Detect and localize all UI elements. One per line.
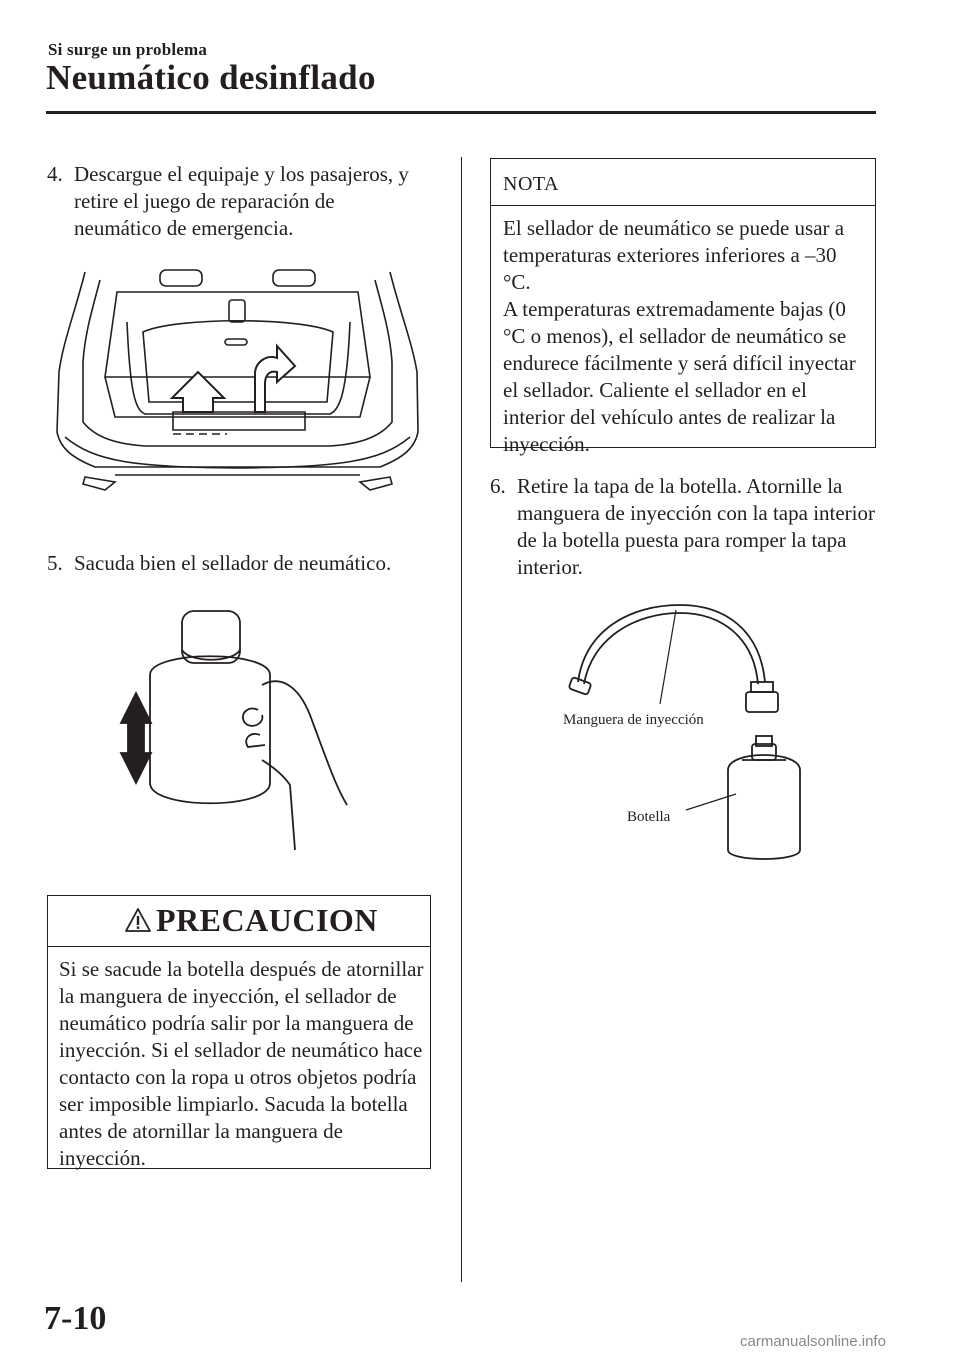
caution-title: PRECAUCION bbox=[156, 902, 378, 938]
step-text: Descargue el equipaje y los pasajeros, y retire el juego de reparación de neumático de emergencia. bbox=[74, 162, 409, 240]
caution-text: Si se sacude la botella después de atornillar la manguera de inyección, el sellador de neumático podría salir por la manguera de inyección. Si el sellador de neumático hace contacto con la ropa u otros objetos podría ser imposible limpiarlo. Sacuda la botella antes de atornillar la manguera de inyección. bbox=[59, 957, 424, 1170]
watermark: carmanualsonline.info bbox=[740, 1333, 886, 1350]
hose-label: Manguera de inyección bbox=[563, 712, 704, 728]
bottle-label: Botella bbox=[627, 809, 671, 825]
step-5 bbox=[47, 550, 427, 577]
title-rule bbox=[46, 111, 876, 114]
caution-header bbox=[48, 896, 430, 947]
step-4 bbox=[47, 161, 427, 242]
trunk-illustration bbox=[55, 262, 420, 502]
page-number: 7-10 bbox=[44, 1300, 107, 1337]
step-text: Sacuda bien el sellador de neumático. bbox=[74, 551, 392, 575]
step-text: Retire la tapa de la botella. Atornille la manguera de inyección con la tapa interior de la botella puesta para romper la tapa interior. bbox=[517, 474, 876, 579]
step-number: 4. bbox=[47, 162, 63, 186]
note-paragraph: El sellador de neumático se puede usar a temperaturas exteriores inferiores a –30 °C. bbox=[503, 216, 845, 294]
note-title: NOTA bbox=[503, 173, 559, 195]
shake-arrow-icon bbox=[121, 693, 151, 783]
note-paragraph: A temperaturas extremadamente bajas (0 °C o menos), el sellador de neumático se endurece fácilmente y será difícil inyectar el sellador. Caliente el sellador en el interior del vehículo antes de realizar la inyección. bbox=[503, 297, 856, 456]
section-label: Si surge un problema bbox=[48, 40, 208, 59]
note-header bbox=[491, 159, 875, 206]
note-box bbox=[490, 158, 876, 456]
shake-bottle-illustration bbox=[120, 605, 355, 855]
column-divider bbox=[461, 157, 462, 1282]
step-number: 5. bbox=[47, 551, 63, 575]
note-text bbox=[503, 215, 869, 458]
step-number: 6. bbox=[490, 474, 506, 498]
caution-box bbox=[47, 895, 431, 1169]
warning-triangle-icon bbox=[124, 907, 152, 933]
step-6 bbox=[490, 473, 878, 581]
page-title: Neumático desinflado bbox=[46, 58, 376, 97]
hose-bottle-illustration bbox=[560, 600, 800, 865]
